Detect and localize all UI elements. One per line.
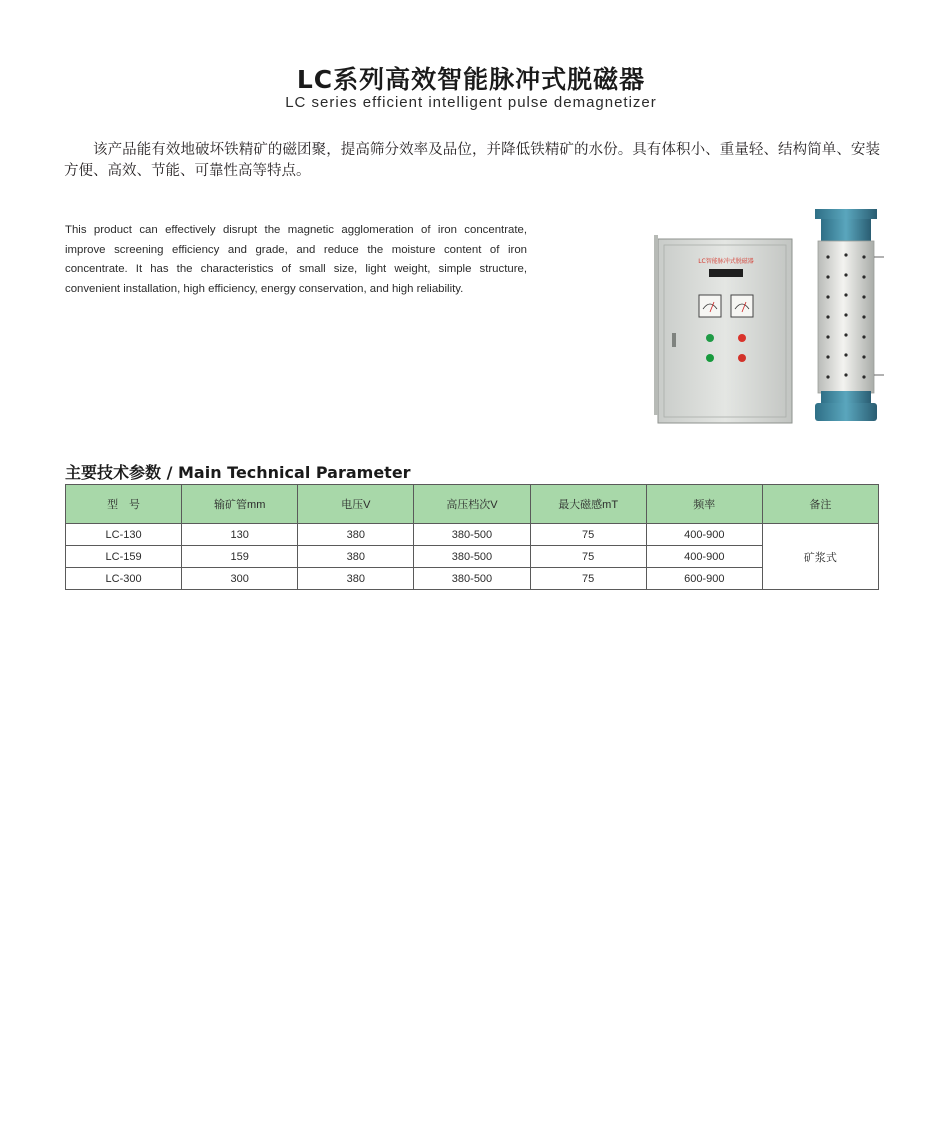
remark-cell: 矿浆式 xyxy=(762,524,878,590)
table-row xyxy=(66,568,879,590)
cabinet-label: LC智能脉冲式脱磁器 xyxy=(698,258,754,265)
cabinet-handle-icon xyxy=(672,333,676,347)
table-cell: 75 xyxy=(530,568,646,590)
demagnetizer-unit xyxy=(815,209,884,421)
column-header: 电压V xyxy=(298,485,414,524)
table-cell: LC-300 xyxy=(66,568,182,590)
table-cell: 380-500 xyxy=(414,568,530,590)
table-cell: LC-159 xyxy=(66,546,182,568)
table-cell: 300 xyxy=(182,568,298,590)
product-title-en: LC series efficient intelligent pulse demagnetizer xyxy=(285,94,657,111)
parameter-table xyxy=(65,484,879,590)
table-cell: 130 xyxy=(182,524,298,546)
table-cell: 380-500 xyxy=(414,546,530,568)
table-cell: 380 xyxy=(298,524,414,546)
table-cell: 380 xyxy=(298,568,414,590)
description-cn: 该产品能有效地破坏铁精矿的磁团聚，提高筛分效率及品位，并降低铁精矿的水份。具有体积小、重量轻、结构简单、安装方便、高效、节能、可靠性高等特点。 xyxy=(64,142,880,179)
table-row xyxy=(66,524,879,546)
table-header-row xyxy=(66,485,879,524)
column-header: 型 号 xyxy=(66,485,182,524)
column-header: 频率 xyxy=(646,485,762,524)
red-button-icon xyxy=(738,354,746,362)
table-cell: 380 xyxy=(298,546,414,568)
ammeter-icon xyxy=(731,295,753,317)
table-row xyxy=(66,546,879,568)
table-cell: 380-500 xyxy=(414,524,530,546)
column-header: 高压档次V xyxy=(414,485,530,524)
table-cell: LC-130 xyxy=(66,524,182,546)
parameter-heading: 主要技术参数 / Main Technical Parameter xyxy=(65,463,411,482)
product-title-cn: LC系列高效智能脉冲式脱磁器 xyxy=(296,65,646,94)
description-en: This product can effectively disrupt the magnetic agglomeration of iron concentrate, improve screening efficiency and grade, and reduce the moisture content of iron concentrate. It has the characteristics of small size, light weight, simple structure, convenient installation, high efficiency, energy conservation, and high reliability. xyxy=(65,224,527,295)
green-button-icon xyxy=(706,354,714,362)
voltmeter-icon xyxy=(699,295,721,317)
table-cell: 600-900 xyxy=(646,568,762,590)
product-photo xyxy=(652,205,890,427)
table-cell: 400-900 xyxy=(646,524,762,546)
table-cell: 75 xyxy=(530,524,646,546)
green-indicator-icon xyxy=(706,334,714,342)
table-cell: 75 xyxy=(530,546,646,568)
display-window xyxy=(709,269,743,277)
column-header: 输矿管mm xyxy=(182,485,298,524)
column-header: 备注 xyxy=(762,485,878,524)
table-cell: 159 xyxy=(182,546,298,568)
red-indicator-icon xyxy=(738,334,746,342)
table-cell: 400-900 xyxy=(646,546,762,568)
control-cabinet xyxy=(654,235,792,423)
column-header: 最大磁感mT xyxy=(530,485,646,524)
